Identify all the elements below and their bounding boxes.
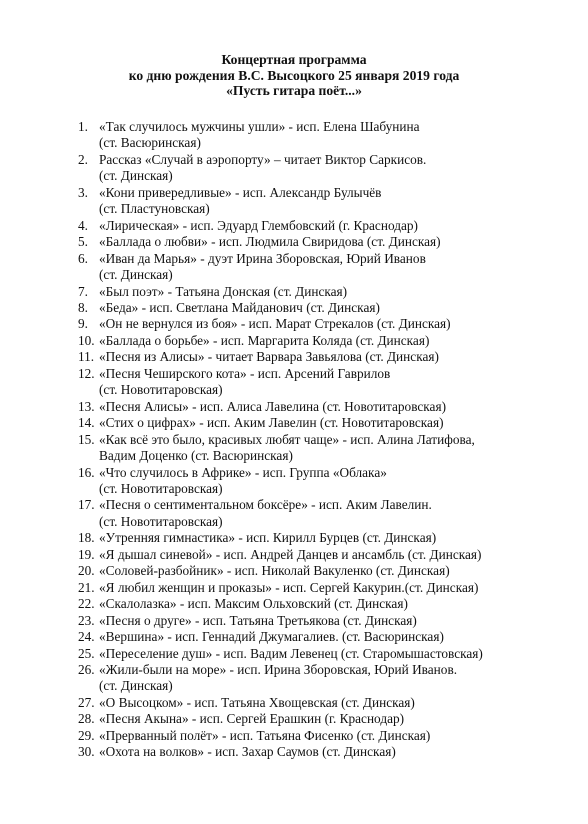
item-text [99,415,444,431]
item-text [99,530,436,546]
item-text-line: «Жили-были на море» - исп. Ирина Зборовская, Юрий Иванов. [99,661,458,677]
item-text-line: «Как всё это было, красивых любят чаще» - исп. Алина Латифова, [99,431,475,447]
list-item [78,349,483,365]
program-list [78,119,483,761]
item-text [99,629,444,645]
item-text-line: «Песня из Алисы» - читает Варвара Завьялова (ст. Динская) [99,349,439,365]
list-item [78,596,483,612]
item-text-line: «Песня Акына» - исп. Сергей Ерашкин (г. Краснодар) [99,711,405,727]
list-item [78,497,483,530]
item-text-line: «Так случилось мужчины ушли» - исп. Елена Шабунина [99,119,420,134]
title-line-1: Концертная программа [221,52,367,67]
item-text-line: «Стих о цифрах» - исп. Аким Лавелин (ст. Новотитаровская) [99,415,444,431]
item-text-line: Вадим Доценко (ст. Васюринская) [99,448,293,464]
list-item [78,728,483,744]
item-text-line: «Переселение душ» - исп. Вадим Левенец (ст. Старомышастовская) [99,645,483,661]
item-number: 27. [78,694,95,710]
item-text [99,580,478,596]
item-number: 4. [78,217,88,233]
item-text-line: «Что случилось в Африке» - исп. Группа «Облака» [99,464,387,480]
item-number: 2. [78,151,88,167]
item-number: 16. [78,464,95,480]
title-line-3: «Пусть гитара поёт...» [226,83,362,98]
item-text-line: «Песня Чеширского кота» - исп. Арсений Гаврилов [99,365,391,381]
item-text-line: Рассказ «Случай в аэропорту» – читает Виктор Саркисов. [99,151,427,167]
item-text-line: «Был поэт» - Татьяна Донская (ст. Динская) [99,283,348,299]
list-item [78,695,483,711]
list-item [78,399,483,415]
item-text [99,399,446,415]
list-item [78,563,483,579]
list-item [78,234,483,250]
item-text-line: «Баллада о любви» - исп. Людмила Свиридова (ст. Динская) [99,234,441,250]
item-text [99,234,441,250]
item-text-line: (ст. Динская) [99,678,173,694]
item-text-line: «Я любил женщин и проказы» - исп. Сергей Какурин.(ст. Динская) [99,579,479,595]
item-text-line: «Скалолазка» - исп. Максим Ольховский (ст. Динская) [99,596,408,612]
list-item [78,646,483,662]
item-text-line: «Лирическая» - исп. Эдуард Глембовский (г. Краснодар) [99,217,418,233]
item-text-line: «Утренняя гимнастика» - исп. Кирилл Бурцев (ст. Динская) [99,530,437,546]
item-text-line: (ст. Новотитаровская) [99,480,223,496]
item-text [99,349,439,365]
item-text [99,711,404,727]
item-number: 15. [78,431,95,447]
item-text-line: «Вершина» - исп. Геннадий Джумагалиев. (ст. Васюринская) [99,629,444,645]
item-text-line: (ст. Новотитаровская) [99,513,223,529]
item-text-line: (ст. Динская) [99,168,173,184]
item-number: 12. [78,365,95,381]
item-number: 24. [78,629,95,645]
item-number: 21. [78,579,95,595]
item-text [99,563,450,579]
item-text [99,152,426,185]
item-text [99,333,429,349]
item-text-line: «Песня Алисы» - исп. Алиса Лавелина (ст. Новотитаровская) [99,398,447,414]
list-item [78,432,483,465]
item-number: 19. [78,546,95,562]
item-text-line: (ст. Васюринская) [99,135,201,151]
item-number: 11. [78,349,95,365]
item-text [99,366,390,399]
item-number: 7. [78,283,88,299]
item-number: 6. [78,250,88,266]
list-item [78,218,483,234]
item-number: 8. [78,299,88,315]
item-number: 26. [78,661,95,677]
item-text [99,465,387,498]
item-text [99,300,380,316]
item-text-line: «Соловей-разбойник» - исп. Николай Вакуленко (ст. Динская) [99,563,450,579]
item-text [99,547,481,563]
item-number: 28. [78,711,95,727]
item-number: 3. [78,184,88,200]
item-text [99,119,420,152]
item-text-line: «Беда» - исп. Светлана Майданович (ст. Динская) [99,299,380,315]
item-text [99,497,432,530]
item-number: 18. [78,530,95,546]
item-text-line: «Песня о сентиментальном боксёре» - исп. Аким Лавелин. [99,497,432,513]
title-line-2: ко дню рождения В.С. Высоцкого 25 января 2019 года [128,67,460,83]
item-text-line: «О Высоцком» - исп. Татьяна Хвощевская (ст. Динская) [99,694,415,710]
item-number: 14. [78,415,95,431]
item-number: 30. [78,744,95,760]
item-text-line: (ст. Новотитаровская) [99,382,223,398]
list-item [78,547,483,563]
list-item [78,251,483,284]
list-item [78,662,483,695]
item-text-line: «Кони привередливые» - исп. Александр Булычёв [99,184,382,200]
list-item [78,119,483,152]
item-text-line: (ст. Динская) [99,267,173,283]
item-number: 17. [78,497,95,513]
item-text [99,728,430,744]
item-number: 25. [78,645,95,661]
item-text-line: (ст. Пластуновская) [99,201,210,217]
item-text [99,185,381,218]
item-number: 20. [78,563,95,579]
list-item [78,613,483,629]
item-text [99,316,451,332]
list-item [78,744,483,760]
item-text [99,662,457,695]
list-item [78,629,483,645]
list-item [78,284,483,300]
item-text [99,596,408,612]
item-text [99,251,426,284]
program-title [0,52,588,99]
item-text [99,218,418,234]
item-text [99,695,415,711]
list-item [78,300,483,316]
list-item [78,415,483,431]
item-text-line: «Песня о друге» - исп. Татьяна Третьякова (ст. Динская) [99,612,417,628]
item-text-line: «Прерванный полёт» - исп. Татьяна Фисенко (ст. Динская) [99,727,431,743]
list-item [78,333,483,349]
list-item [78,711,483,727]
item-number: 13. [78,398,95,414]
list-item [78,465,483,498]
item-number: 9. [78,316,88,332]
item-text [99,284,347,300]
item-text-line: «Я дышал синевой» - исп. Андрей Данцев и ансамбль (ст. Динская) [99,546,482,562]
item-text [99,613,417,629]
item-number: 1. [78,119,88,134]
item-number: 29. [78,727,95,743]
item-text-line: «Баллада о борьбе» - исп. Маргарита Коляда (ст. Динская) [99,332,430,348]
item-number: 22. [78,596,95,612]
list-item [78,530,483,546]
list-item [78,152,483,185]
item-text-line: «Охота на волков» - исп. Захар Саумов (ст. Динская) [99,744,396,760]
list-item [78,366,483,399]
item-text [99,744,396,760]
list-item [78,316,483,332]
item-text [99,432,475,465]
item-text-line: «Иван да Марья» - дуэт Ирина Зборовская, Юрий Иванов [99,250,426,266]
item-number: 10. [78,332,95,348]
item-text-line: «Он не вернулся из боя» - исп. Марат Стрекалов (ст. Динская) [99,316,451,332]
item-number: 23. [78,612,95,628]
list-item [78,580,483,596]
item-number: 5. [78,234,88,250]
list-item [78,185,483,218]
item-text [99,646,483,662]
